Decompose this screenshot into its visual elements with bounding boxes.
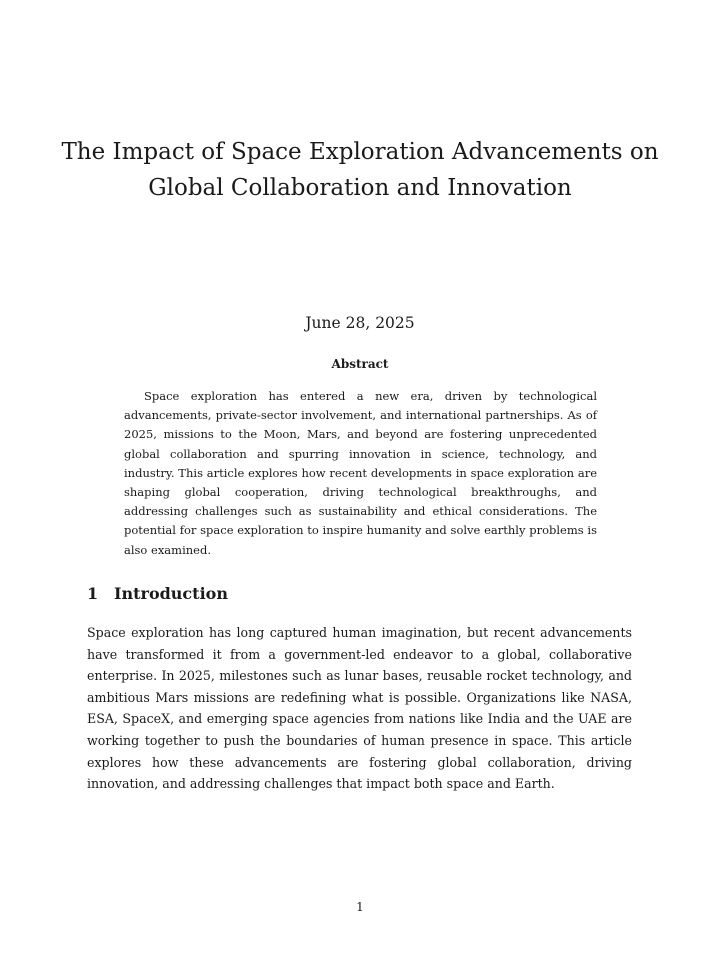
section-body: Space exploration has long captured human imagination, but recent advancements have transformed it from a government-led endeavor to a global, collaborative enterprise. In 2025, milestones such as lunar bases, reusable rocket technology, and ambitious Mars missions are redefining what is possible. Organizations like NASA, ESA, SpaceX, and emerging space agencies from nations like India and the UAE are working together to push the boundaries of human presence in space. This article explores how these advancements are fostering global collaboration, driving innovation, and addressing challenges that impact both space and Earth. xyxy=(87,625,632,792)
section-heading xyxy=(87,582,228,606)
section-title: Introduction xyxy=(114,584,228,603)
abstract-heading: Abstract xyxy=(331,357,389,371)
page-number: 1 xyxy=(356,900,364,914)
paper-date: June 28, 2025 xyxy=(305,314,415,332)
section-number: 1 xyxy=(87,584,99,603)
paper-title: The Impact of Space Exploration Advancements on Global Collaboration and Innovation xyxy=(61,139,659,201)
abstract-text: Space exploration has entered a new era, driven by technological advancements, private-sector involvement, and international partnerships. As of 2025, missions to the Moon, Mars, and beyond are fostering unprecedented global collaboration and spurring innovation in science, technology, and industry. This article explores how recent developments in space exploration are shaping global cooperation, driving technological breakthroughs, and addressing challenges such as sustainability and ethical considerations. The potential for space exploration to inspire humanity and solve earthly problems is also examined. xyxy=(124,389,597,557)
